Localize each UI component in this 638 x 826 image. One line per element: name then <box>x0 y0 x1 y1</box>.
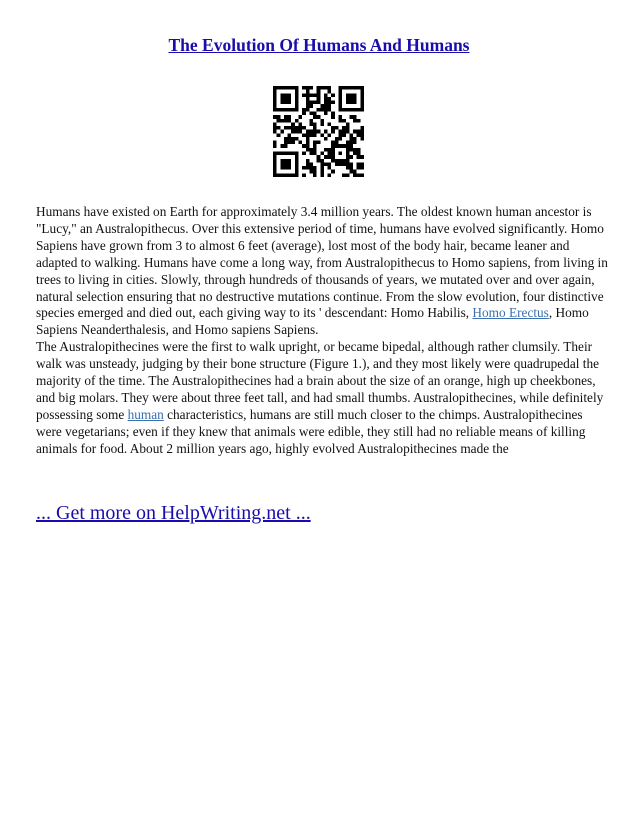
get-more-link[interactable]: ... Get more on HelpWriting.net ... <box>36 502 311 524</box>
title-link[interactable]: The Evolution Of Humans And Humans <box>168 35 470 55</box>
paragraph-2 <box>36 339 608 457</box>
human-link[interactable]: human <box>127 406 164 422</box>
article-body <box>36 204 608 458</box>
paragraph-2-text-a: The Australopithecines were the first to walk upright, or became bipedal, although rather clumsily. Their walk was unsteady, judging by their bone structure (Figure 1.), and they most likely were quadrupedal the majority of the time. The Australopithecines had a brain about the size of an orange, high up cheekbones, and big molars. They were about three feet tall, and had small thumbs. Australopithecines, while definitely possessing some <box>36 339 604 422</box>
page-title <box>0 34 638 56</box>
paragraph-1-text-b: , Homo Sapiens Neanderthalesis, and Homo sapiens Sapiens. <box>36 305 589 338</box>
paragraph-2-text-b: characteristics, humans are still much closer to the chimps. Australopithecines were vegetarians; even if they knew that animals were edible, they still had no reliable means of killing animals for food. About 2 million years ago, highly evolved Australopithecines made the <box>36 406 586 456</box>
qr-code-image <box>273 86 364 177</box>
paragraph-1-text-a: Humans have existed on Earth for approximately 3.4 million years. The oldest known human ancestor is "Lucy," an Australopithecus. Over this extensive period of time, humans have evolved significantly. Homo Sapiens have grown from 3 to almost 6 feet (average), lost most of the body hair, became leaner and adapted to walking. Humans have come a long way, from Australopithecus to Homo sapiens, from living in trees to living in cities. Slowly, through hundreds of thousands of years, we mutated over and over again, natural selection ensuring that no destructive mutations continue. From the slow evolution, four distinctive species emerged and died out, each giving way to its ' descendant: Homo Habilis, <box>36 204 608 321</box>
paragraph-1 <box>36 204 608 339</box>
homo-erectus-link[interactable]: Homo Erectus <box>472 305 549 321</box>
get-more-container <box>36 501 311 525</box>
